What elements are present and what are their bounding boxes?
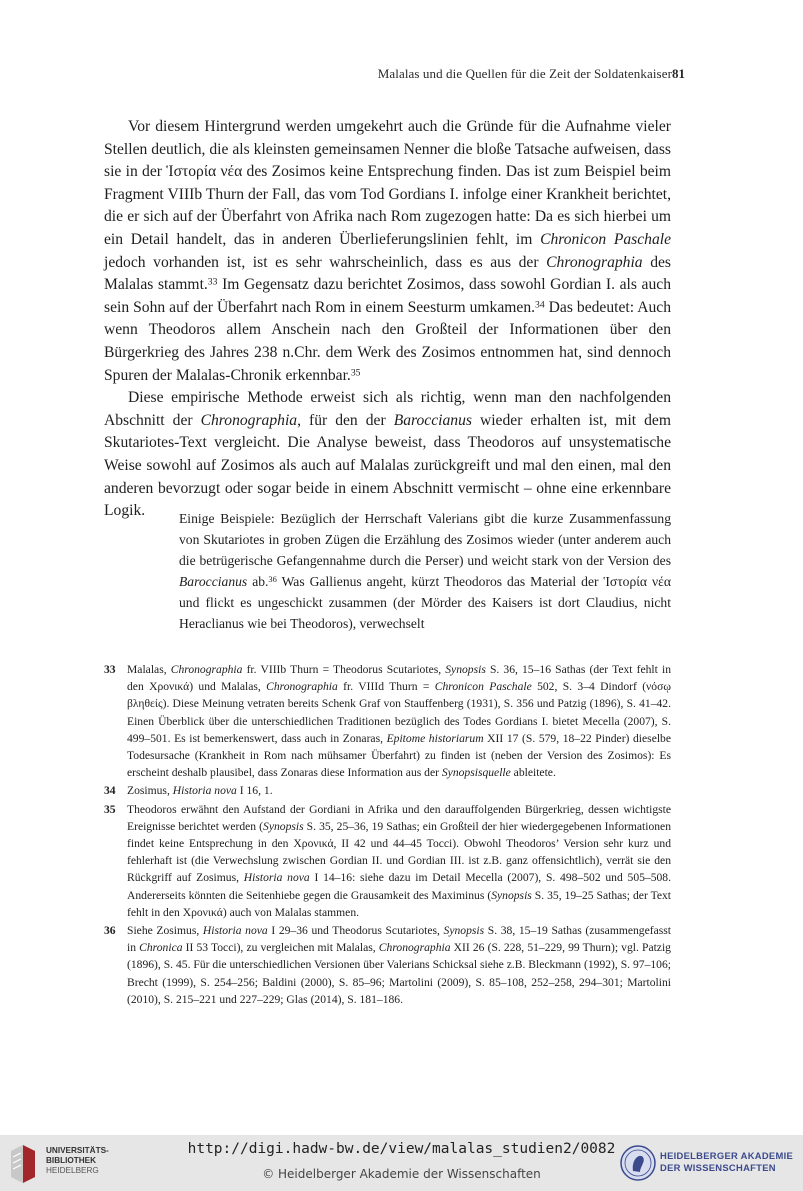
footnote-number: 35 xyxy=(104,802,116,816)
academy-seal-icon xyxy=(620,1145,656,1181)
paragraph: Vor diesem Hintergrund werden umgekehrt auch die Gründe für die Aufnahme vieler Stellen deutlich, die als kleinsten gemeinsamen Nenner die bloße Tatsache aufweisen, dass sie in der Ἱστορία νέα des Zosimos keine Entsprechung finden. Das ist zum Beispiel beim Fragment VIIIb Thurn der Fall, das vom Tod Gordians I. infolge einer Krankheit berichtet, die er sich auf der Überfahrt von Afrika nach Rom zugezogen hatte: Da es sich hierbei um ein Detail handelt, das in anderen Überlieferungslinien fehlt, im Chronicon Paschale jedoch vorhanden ist, ist es sehr wahrscheinlich, dass es aus der Chronographia des Malalas stammt.$^{33}$ Im Gegensatz dazu berichtet Zosimos, dass sowohl Gordian I. als auch sein Sohn auf der Überfahrt nach Rom in einem Seesturm umkamen.$^{34}$ Das bedeutet: Auch wenn Theodoros allem Anschein nach den Großteil der Informationen über den Bürgerkrieg des Jahres 238 n.Chr. dem Werk des Zosimos entnommen hat, sind dennoch Spuren der Malalas-Chronik erkennbar.$^{35}$ xyxy=(104,118,672,384)
footnote-ref[interactable]: 36 xyxy=(268,574,277,585)
page-number: 81 xyxy=(672,66,685,81)
academy-name: HEIDELBERGER AKADEMIE DER WISSENSCHAFTEN xyxy=(660,1150,794,1173)
footnote-number: 33 xyxy=(104,663,116,676)
footnote-number: 34 xyxy=(104,784,116,798)
footnote: 36 Siehe Zosimus, Historia nova I 29–36 und Theodorus Scutariotes, Synopsis S. 38, 15–19 Sathas (zusammengefasst in Chronica II 53 Tocci), zu vergleichen mit Malalas, Chronographia XII 26 (S. 228, 51–229, 99 Thurn); vgl. Patzig (1896), S. 45. Für die unterschiedlichen Versionen über Valerians Schicksal siehe z.B. Bleckmann (1992), S. 97–106; Brecht (1999), S. 254–256; Baldini (2000), S. 85–96; Martolini (2009), S. 85–108, 252–258, 294–301; Martolini (2010), S. 215–221 und 227–229; Glas (2014), S. 181–186. xyxy=(104,924,671,1006)
footnote: 33 Malalas, Chronographia fr. VIIIb Thurn = Theodorus Scutariotes, Synopsis S. 36, 15–16 Sathas (der Text fehlt in den Χρονικά) und Malalas, Chronographia fr. VIIId Thurn = Chronicon Paschale 502, S. 3–4 Dindorf (νόσῳ βληθείς). Diese Meinung vetraten bereits Schenk Graf von Stauffenberg (1931), S. 356 und Patzig (1896), S. 41–42. Einen Überblick über die unterschiedlichen Traditionen bezüglich des Todes Gordians I. bietet Mecella (2007), S. 499–501. Es ist bemerkenswert, dass auch in Zonaras, Epitome historiarum XII 17 (S. 579, 18–22 Pinder) dieselbe Todesursache (Krankheit in Rom nach mühsamer Überfahrt) zu finden ist (neben der Version des Zosimos): Es erscheint deshalb plausibel, dass Zonaras diese Information aus der Synopsisquelle ableitete. xyxy=(104,663,672,780)
footnote-number: 36 xyxy=(104,924,116,938)
copyright-notice: © Heidelberger Akademie der Wissenschaften xyxy=(262,1167,541,1181)
footnotes xyxy=(104,661,671,1009)
block-quote: Einige Beispiele: Bezüglich der Herrschaft Valerians gibt die kurze Zusammenfassung von Skutariotes in groben Zügen die Erzählung des Zosimos wieder (unter anderem auch die betrügerische Gefangennahme durch die Perser) und weicht stark von der Version des Baroccianus ab.$^{36}$ Was Gallienus angeht, kürzt Theodoros das Material der Ἱστορία νέα und flickt es ungeschickt zusammen (der Mörder des Kaisers ist dort Claudius, nicht Heraclianus wie bei Theodoros), verwechselt xyxy=(179,511,671,631)
university-library-name: UNIVERSITÄTS- BIBLIOTHEK HEIDELBERG xyxy=(46,1146,109,1175)
footnote: 35 Theodoros erwähnt den Aufstand der Gordiani in Afrika und den darauffolgenden Bürgerkrieg, dessen wichtigste Ereignisse berichtet werden (Synopsis S. 35, 25–36, 19 Sathas; ein Großteil der hier wiedergegebenen Informationen findet keine Entsprechung in den Χρονικά, II 42 und 44–45 Tocci). Obwohl Theodoros’ Version sehr kurz und fehlerhaft ist (die Verwechslung zwischen Gordian II. und Gordian III. ist z.B. ganz offensichtlich), verrät sie den Rückgriff auf Zosimus, Historia nova I 14–16: siehe dazu im Detail Mecella (2007), S. 498–502 und 505–508. Andererseits könnten die Seitenhiebe gegen die Grausamkeit des Maximinus (Synopsis S. 35, 19–25 Sathas; der Text fehlt in den Χρονικά) auch von Malalas stammen. xyxy=(104,802,672,919)
footnote-ref[interactable]: 34 xyxy=(535,299,545,311)
running-title: Malalas und die Quellen für die Zeit der Soldatenkaiser xyxy=(377,66,672,81)
viewer-footer xyxy=(0,1135,803,1191)
main-text xyxy=(104,116,671,523)
footnote: 34 Zosimus, Historia nova I 16, 1. xyxy=(104,782,671,799)
paragraph: Diese empirische Methode erweist sich als richtig, wenn man den nachfolgenden Abschnitt der Chronographia, für den der Baroccianus wieder erhalten ist, mit dem Skutariotes-Text vergleicht. Die Analyse beweist, dass Theodoros auf unsystematische Weise sowohl auf Zosimos als auch auf Malalas zurückgreift und mal den einen, mal den anderen bevorzugt oder sogar beide in einem Abschnitt vermischt – ohne eine erkennbare Logik. xyxy=(104,389,671,520)
footnote-ref[interactable]: 35 xyxy=(350,367,361,379)
academy-logo[interactable] xyxy=(620,1139,800,1187)
footnote-ref[interactable]: 33 xyxy=(207,276,218,288)
page-url-link[interactable]: http://digi.hadw-bw.de/view/malalas_studien2/0082 xyxy=(187,1141,616,1157)
